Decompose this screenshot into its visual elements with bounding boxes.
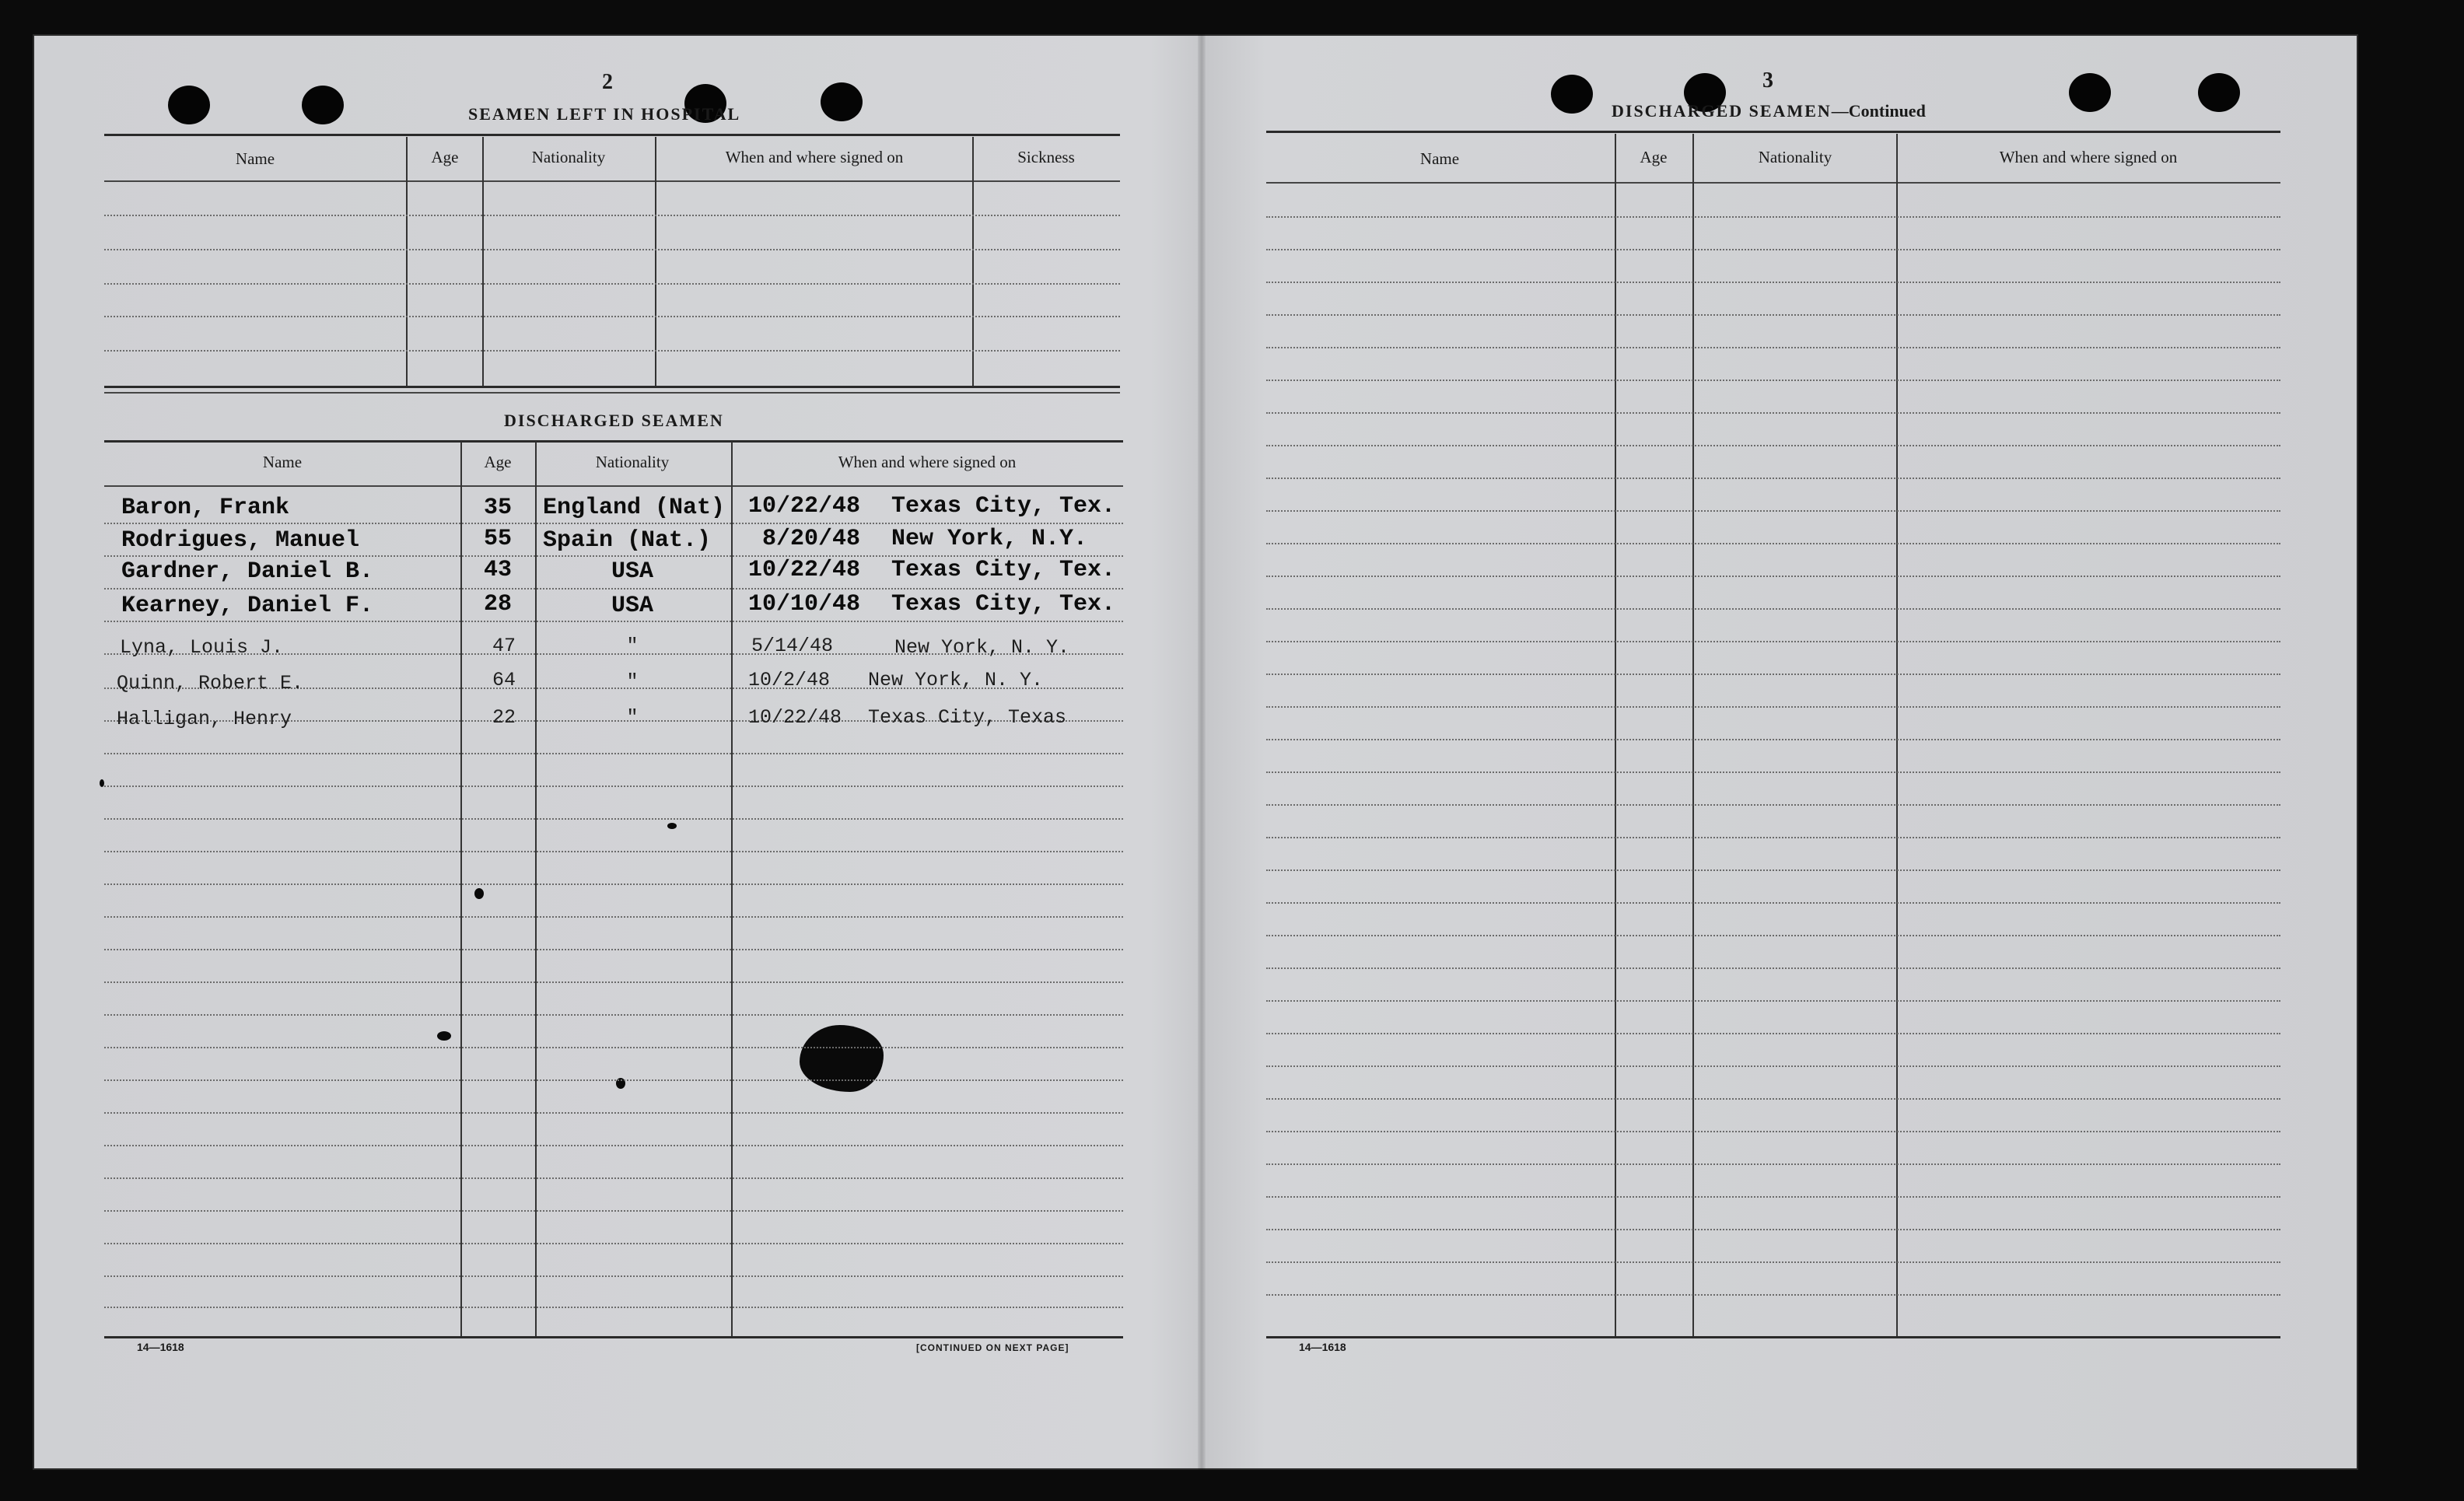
row-line bbox=[104, 1112, 1123, 1114]
row-line bbox=[1266, 1033, 2280, 1034]
row-line bbox=[104, 1275, 1123, 1277]
row-line bbox=[104, 851, 1123, 852]
punch-hole bbox=[1551, 75, 1593, 114]
row-line bbox=[1266, 347, 2280, 348]
row-line bbox=[1266, 837, 2280, 838]
row-line bbox=[104, 621, 1123, 622]
hospital-table-bottom-rule bbox=[104, 386, 1120, 388]
seaman-nationality: Spain (Nat.) bbox=[543, 527, 712, 554]
row-line bbox=[104, 916, 1123, 918]
ink-blot bbox=[800, 1025, 884, 1092]
row-line bbox=[1266, 869, 2280, 871]
right-col-signed-on: When and where signed on bbox=[1999, 148, 2178, 166]
page-fold bbox=[1198, 34, 1206, 1470]
row-line bbox=[1266, 674, 2280, 675]
row-line bbox=[1266, 478, 2280, 479]
hospital-col-name: Name bbox=[235, 149, 275, 168]
row-line bbox=[1266, 1065, 2280, 1067]
row-line bbox=[1266, 641, 2280, 642]
seaman-age: 22 bbox=[492, 706, 516, 729]
signed-on-place: New York, N. Y. bbox=[868, 669, 1044, 691]
row-line bbox=[1266, 1163, 2280, 1165]
signed-on-date: 10/22/48 bbox=[748, 493, 861, 520]
row-line bbox=[104, 1079, 1123, 1081]
row-line bbox=[1266, 935, 2280, 936]
row-line bbox=[1266, 1261, 2280, 1263]
ink-speck bbox=[474, 888, 484, 899]
signed-on-date: 10/2/48 bbox=[748, 669, 831, 691]
right-col-age: Age bbox=[1640, 148, 1668, 166]
hospital-table-header-rule bbox=[104, 180, 1120, 182]
seaman-nationality: " bbox=[626, 635, 639, 657]
seaman-age: 35 bbox=[483, 495, 512, 521]
row-line bbox=[1266, 412, 2280, 414]
page-number-right: 3 bbox=[1762, 68, 1773, 93]
right-table-bottom-rule bbox=[1266, 1336, 2280, 1338]
discharged-col-nationality: Nationality bbox=[595, 453, 670, 471]
row-line bbox=[1266, 282, 2280, 283]
discharged-col-name: Name bbox=[262, 453, 303, 471]
seaman-name: Kearney, Daniel F. bbox=[121, 593, 374, 619]
signed-on-place: Texas City, Tex. bbox=[891, 493, 1116, 520]
hospital-row-line bbox=[104, 215, 1120, 216]
row-line bbox=[1266, 967, 2280, 969]
row-line bbox=[1266, 804, 2280, 806]
seaman-nationality: USA bbox=[611, 558, 653, 585]
hospital-table-bottom-rule-2 bbox=[104, 392, 1120, 394]
row-line bbox=[104, 1014, 1123, 1016]
row-line bbox=[104, 1210, 1123, 1212]
row-line bbox=[1266, 771, 2280, 773]
signed-on-date: 8/20/48 bbox=[762, 526, 861, 552]
hospital-col-divider bbox=[482, 137, 484, 386]
ink-speck bbox=[667, 823, 677, 829]
row-line bbox=[1266, 1098, 2280, 1100]
row-line bbox=[104, 1307, 1123, 1308]
row-line bbox=[1266, 1000, 2280, 1002]
right-title-continued: —Continued bbox=[1831, 101, 1926, 121]
hospital-col-age: Age bbox=[431, 148, 459, 166]
punch-hole bbox=[168, 86, 210, 124]
discharged-table-top-rule bbox=[104, 440, 1123, 443]
punch-hole bbox=[2198, 73, 2240, 112]
seaman-name: Baron, Frank bbox=[121, 495, 290, 521]
right-table-top-rule bbox=[1266, 131, 2280, 133]
row-line bbox=[104, 981, 1123, 983]
seaman-nationality: USA bbox=[611, 593, 653, 619]
discharged-col-age: Age bbox=[484, 453, 512, 471]
form-number-left: 14—1618 bbox=[137, 1341, 184, 1353]
discharged-table-header-rule bbox=[104, 485, 1123, 487]
hospital-table-top-rule bbox=[104, 134, 1120, 136]
hospital-row-line bbox=[104, 249, 1120, 250]
row-line bbox=[1266, 445, 2280, 446]
punch-hole bbox=[302, 86, 344, 124]
row-line bbox=[104, 949, 1123, 950]
row-line bbox=[104, 1047, 1123, 1048]
signed-on-date: 10/10/48 bbox=[748, 591, 861, 618]
hospital-row-line bbox=[104, 283, 1120, 285]
discharged-col-divider bbox=[731, 442, 733, 1338]
seaman-age: 28 bbox=[483, 591, 512, 618]
row-line bbox=[1266, 1196, 2280, 1198]
right-table-header-rule bbox=[1266, 182, 2280, 184]
row-line bbox=[104, 818, 1123, 820]
hospital-row-line bbox=[104, 316, 1120, 317]
row-line bbox=[104, 588, 1123, 590]
discharged-col-signed-on: When and where signed on bbox=[838, 453, 1017, 471]
row-line bbox=[1266, 216, 2280, 218]
ink-speck bbox=[437, 1031, 451, 1041]
hospital-col-divider bbox=[406, 137, 408, 386]
row-line bbox=[104, 1145, 1123, 1146]
seaman-nationality: " bbox=[626, 706, 639, 729]
hospital-col-signed-on: When and where signed on bbox=[725, 148, 904, 166]
seaman-age: 64 bbox=[492, 669, 516, 691]
discharged-section-title: DISCHARGED SEAMEN bbox=[504, 411, 724, 430]
seaman-nationality: England (Nat) bbox=[543, 495, 726, 521]
row-line bbox=[1266, 1229, 2280, 1230]
row-line bbox=[1266, 510, 2280, 512]
seaman-age: 43 bbox=[483, 557, 512, 583]
row-line bbox=[1266, 902, 2280, 904]
signed-on-date: 10/22/48 bbox=[748, 557, 861, 583]
row-line bbox=[104, 883, 1123, 885]
punch-hole bbox=[2069, 73, 2111, 112]
seaman-name: Gardner, Daniel B. bbox=[121, 558, 374, 585]
row-line bbox=[1266, 1131, 2280, 1132]
discharged-table-bottom-rule bbox=[104, 1336, 1123, 1338]
punch-hole bbox=[821, 82, 863, 121]
continued-note: [CONTINUED ON NEXT PAGE] bbox=[916, 1342, 1069, 1353]
form-number-right: 14—1618 bbox=[1299, 1341, 1346, 1353]
row-line bbox=[104, 1243, 1123, 1244]
row-line bbox=[1266, 608, 2280, 610]
hospital-col-sickness: Sickness bbox=[1017, 148, 1075, 166]
row-line bbox=[1266, 739, 2280, 740]
seaman-name: Lyna, Louis J. bbox=[120, 636, 284, 659]
row-line bbox=[104, 523, 1123, 524]
right-col-nationality: Nationality bbox=[1758, 148, 1832, 166]
seaman-name: Halligan, Henry bbox=[117, 708, 292, 730]
hospital-col-divider bbox=[972, 137, 974, 386]
signed-on-date: 5/14/48 bbox=[751, 635, 834, 657]
row-line bbox=[104, 753, 1123, 754]
row-line bbox=[1266, 314, 2280, 316]
row-line bbox=[1266, 249, 2280, 250]
signed-on-place: Texas City, Tex. bbox=[891, 557, 1116, 583]
signed-on-place: New York, N.Y. bbox=[891, 526, 1088, 552]
row-line bbox=[104, 1177, 1123, 1179]
signed-on-place: Texas City, Tex. bbox=[891, 591, 1116, 618]
row-line bbox=[1266, 380, 2280, 381]
signed-on-place: Texas City, Texas bbox=[868, 706, 1067, 729]
row-line bbox=[104, 785, 1123, 787]
seaman-age: 47 bbox=[492, 635, 516, 657]
right-section-title bbox=[1612, 101, 1926, 121]
right-title-main: DISCHARGED SEAMEN bbox=[1612, 101, 1832, 121]
seaman-nationality: " bbox=[626, 670, 639, 693]
seaman-name: Rodrigues, Manuel bbox=[121, 527, 360, 554]
page-number-left: 2 bbox=[602, 70, 613, 94]
right-col-name: Name bbox=[1419, 149, 1460, 168]
seaman-age: 55 bbox=[483, 526, 512, 552]
row-line bbox=[1266, 1294, 2280, 1296]
hospital-row-line bbox=[104, 350, 1120, 352]
row-line bbox=[1266, 576, 2280, 577]
signed-on-date: 10/22/48 bbox=[748, 706, 842, 729]
hospital-col-nationality: Nationality bbox=[531, 148, 606, 166]
signed-on-place: New York, N. Y. bbox=[894, 636, 1070, 659]
hospital-col-divider bbox=[655, 137, 656, 386]
hospital-section-title: SEAMEN LEFT IN HOSPITAL bbox=[468, 104, 741, 124]
seaman-name: Quinn, Robert E. bbox=[117, 672, 304, 695]
row-line bbox=[1266, 543, 2280, 544]
row-line bbox=[1266, 706, 2280, 708]
